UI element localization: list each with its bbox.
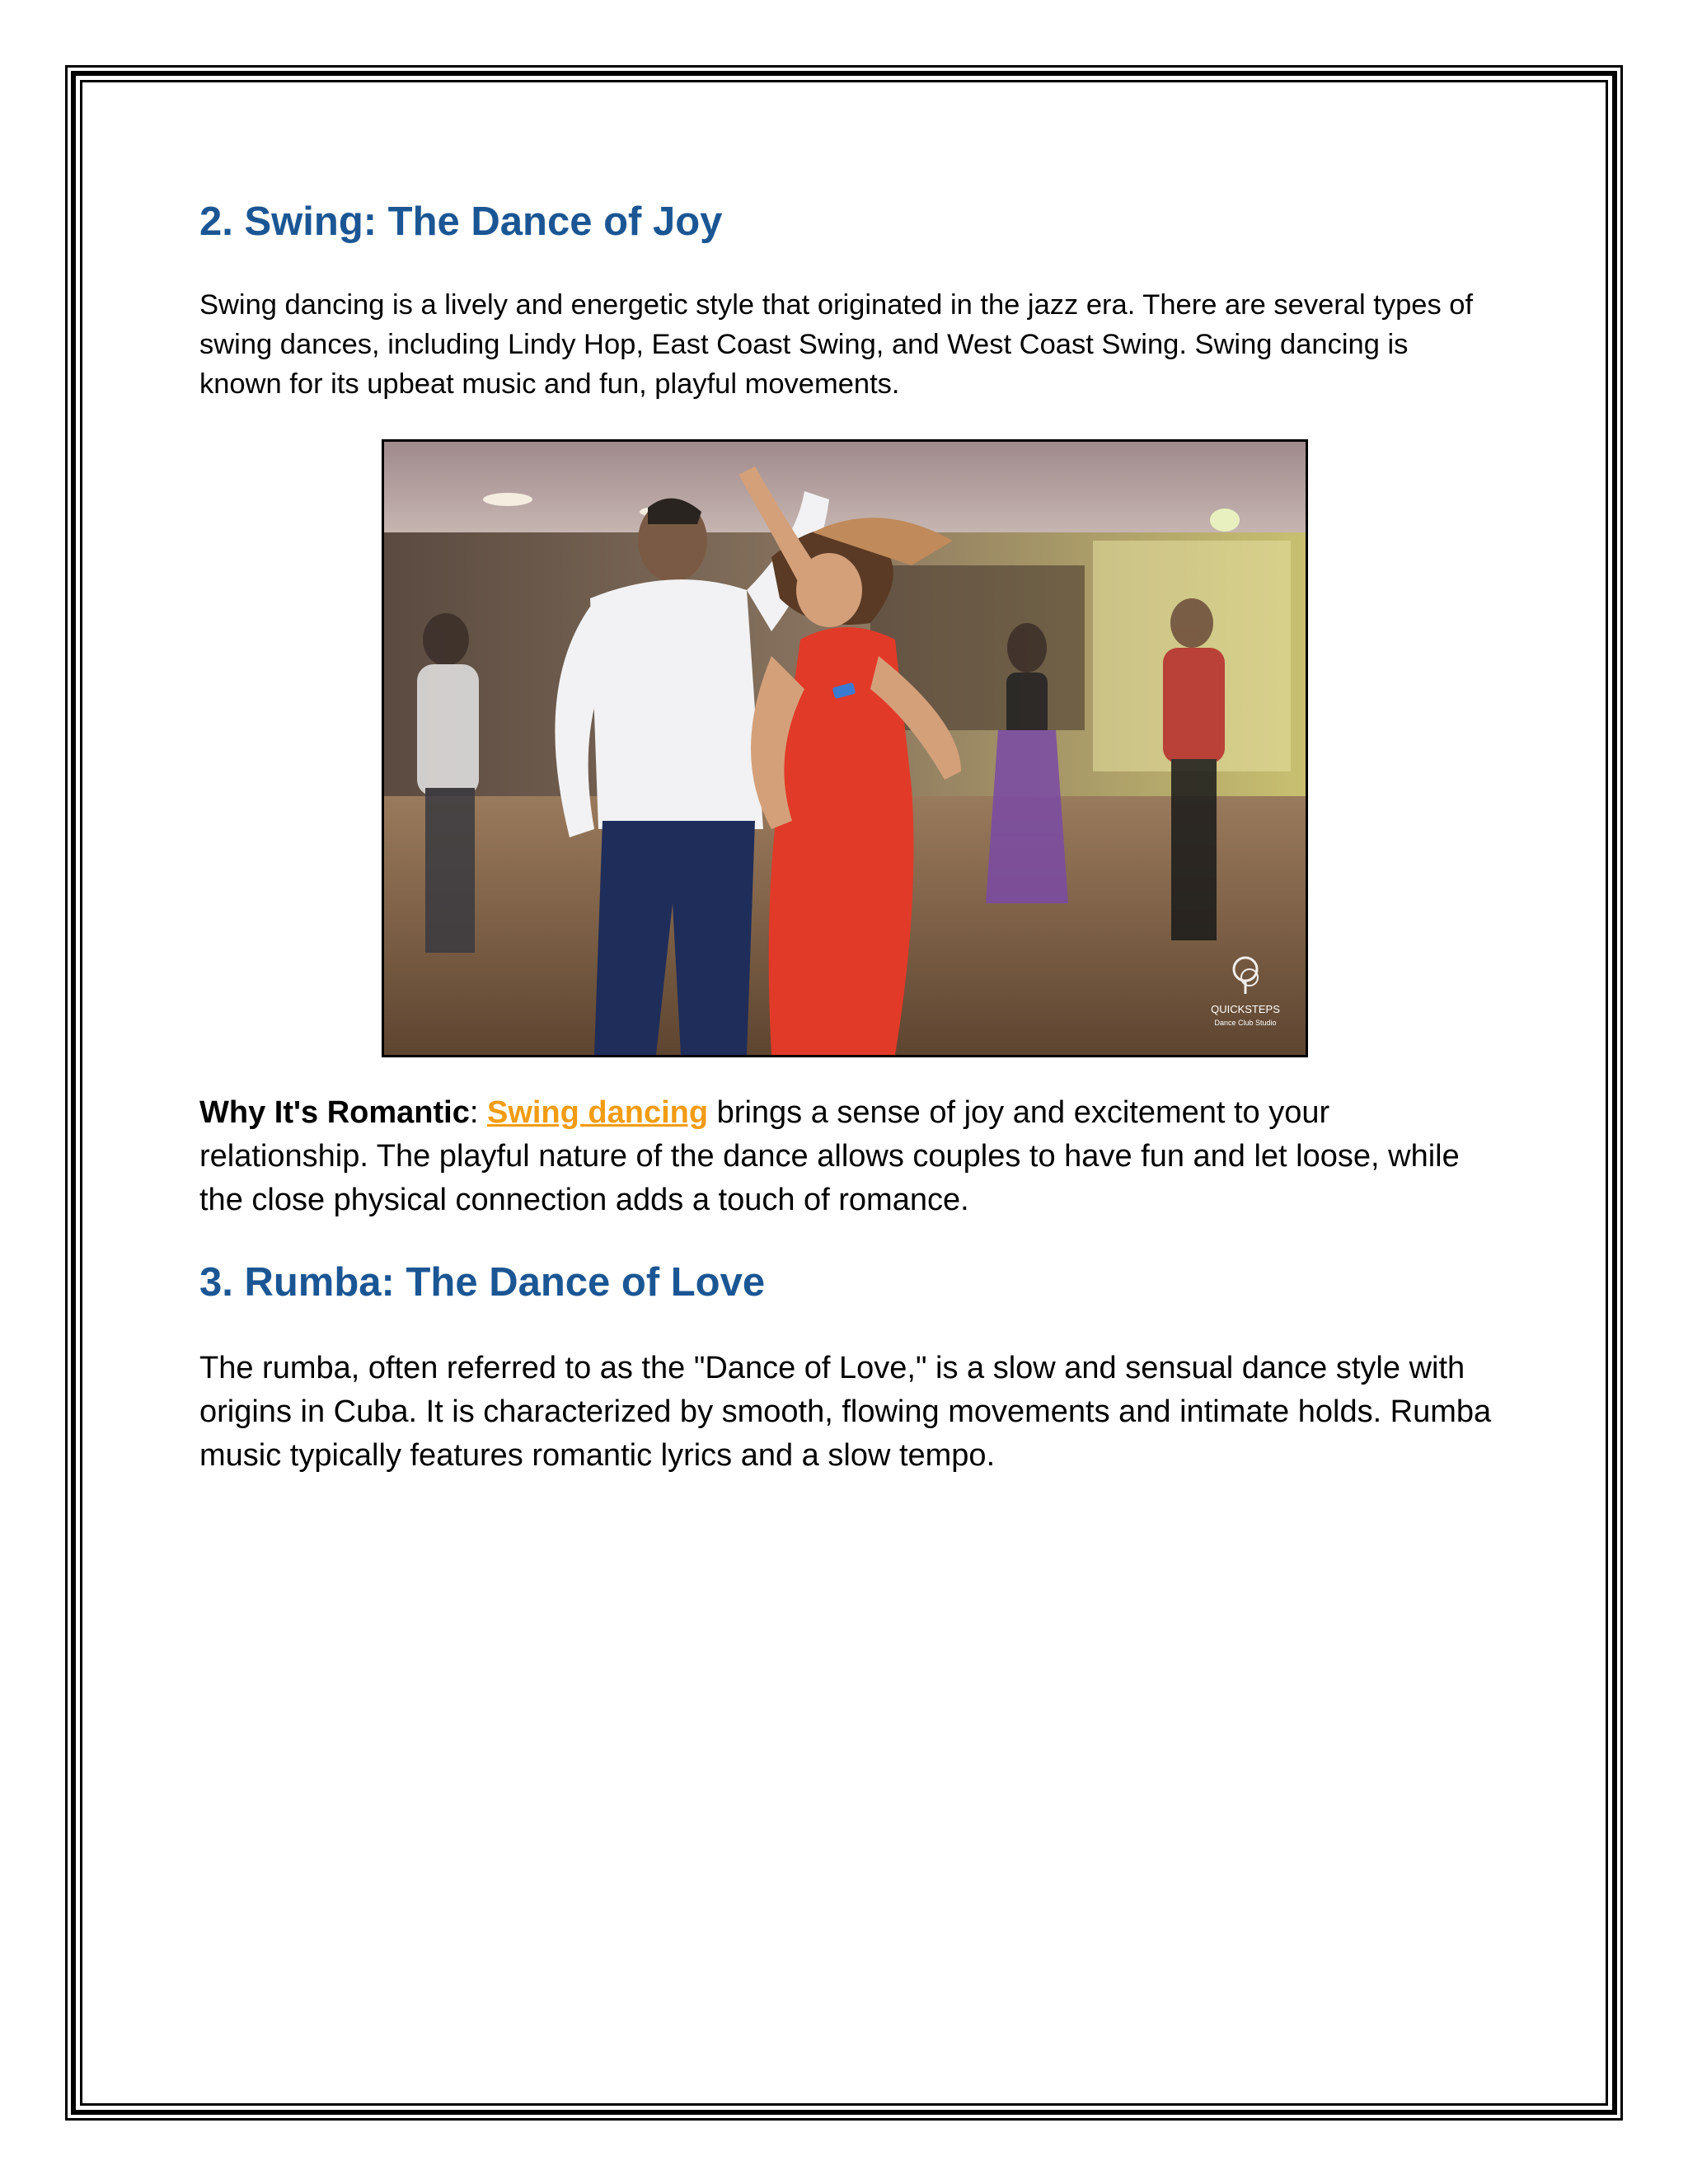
swing-dancing-link[interactable]: Swing dancing: [486, 1095, 709, 1130]
rumba-intro-paragraph: The rumba, often referred to as the "Dance of Love," is a slow and sensual dance style with origins in Cuba. It is characterized by smooth, flowing movements and intimate holds. Rumba music typically features romantic lyrics and a slow tempo.: [199, 1351, 1492, 1473]
photo-watermark-brand: QUICKSTEPS: [1211, 1003, 1280, 1015]
swing-heading: 2. Swing: The Dance of Joy: [199, 199, 723, 244]
photo-watermark-sub: Dance Club Studio: [1214, 1019, 1277, 1027]
why-romantic-text: brings a sense of joy and excitement to your relationship. The playful nature of the dance allows couples to have fun and let loose, while the close physical connection adds a touch of romance.: [199, 1095, 1460, 1217]
rumba-heading: 3. Rumba: The Dance of Love: [199, 1260, 766, 1305]
swing-dancers-photo: [382, 439, 1308, 1057]
swing-intro-paragraph: Swing dancing is a lively and energetic style that originated in the jazz era. There are several types of swing dances, including Lindy Hop, East Coast Swing, and West Coast Swing. Swing dancing is known for its upbeat music and fun, playful movements.: [199, 289, 1474, 400]
why-romantic-separator: :: [469, 1095, 487, 1130]
why-romantic-label: Why It's Romantic: [199, 1095, 470, 1130]
swing-romantic-paragraph: [199, 1091, 1493, 1222]
